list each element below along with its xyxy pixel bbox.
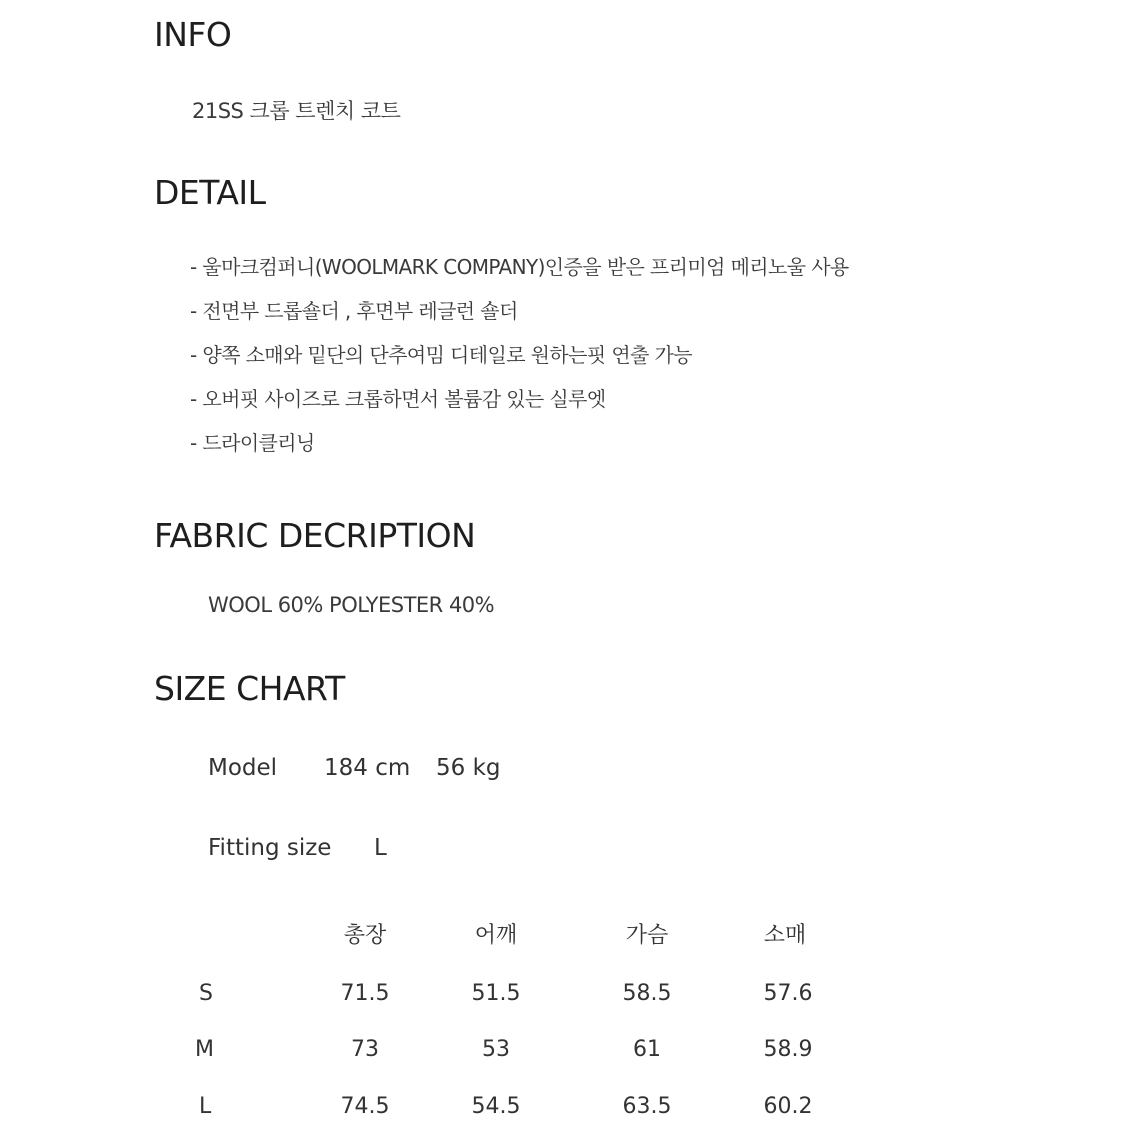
table-cell: 51.5: [471, 981, 521, 1006]
column-header: 가슴: [625, 923, 669, 948]
detail-item: - 전면부 드롭숄더 , 후면부 레글런 숄더: [190, 299, 518, 323]
fitting-label: Fitting size: [208, 835, 332, 861]
detail-item: - 양쪽 소매와 밑단의 단추여밈 디테일로 원하는핏 연출 가능: [190, 343, 692, 367]
fabric-composition: WOOL 60% POLYESTER 40%: [208, 593, 495, 617]
size-chart-heading: SIZE CHART: [154, 669, 345, 708]
table-cell: 58.9: [763, 1037, 813, 1062]
size-label: S: [199, 981, 213, 1006]
detail-heading: DETAIL: [154, 173, 266, 212]
table-cell: 73: [351, 1037, 379, 1062]
column-header: 소매: [763, 923, 807, 948]
table-cell: 61: [633, 1037, 661, 1062]
table-cell: 58.5: [622, 981, 672, 1006]
detail-list: [190, 255, 849, 475]
fabric-heading: FABRIC DECRIPTION: [154, 516, 476, 555]
info-heading: INFO: [154, 15, 232, 54]
model-weight: 56 kg: [436, 755, 501, 781]
size-label: L: [199, 1094, 212, 1119]
model-label: Model: [208, 755, 278, 781]
column-header: 총장: [343, 923, 387, 948]
size-label: M: [195, 1037, 214, 1062]
product-name: 21SS 크롭 트렌치 코트: [192, 99, 401, 123]
detail-item: - 울마크컴퍼니(WOOLMARK COMPANY)인증을 받은 프리미엄 메리노울 사용: [190, 255, 849, 279]
table-cell: 71.5: [340, 981, 390, 1006]
model-height: 184 cm: [324, 755, 411, 781]
column-header: 어깨: [474, 923, 518, 948]
table-cell: 53: [482, 1037, 510, 1062]
table-cell: 74.5: [340, 1094, 390, 1119]
table-cell: 54.5: [471, 1094, 521, 1119]
detail-item: - 드라이클리닝: [190, 431, 315, 455]
detail-item: - 오버핏 사이즈로 크롭하면서 볼륨감 있는 실루엣: [190, 387, 606, 411]
fitting-value: L: [374, 835, 387, 861]
table-cell: 63.5: [622, 1094, 672, 1119]
table-cell: 60.2: [763, 1094, 813, 1119]
table-cell: 57.6: [763, 981, 813, 1006]
